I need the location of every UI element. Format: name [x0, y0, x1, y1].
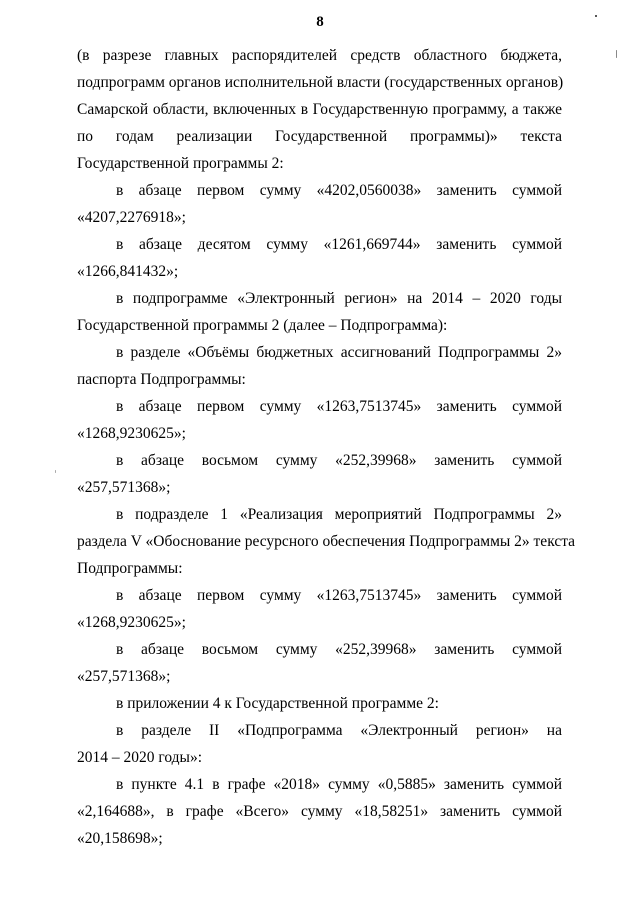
text-line: (в разрезе главных распорядителей средств областного бюджета, [77, 47, 562, 64]
text-line: «257,571368»; [77, 479, 171, 496]
text-line: Государственной программы 2 (далее – Подпрограмма): [77, 317, 448, 334]
scan-speck [595, 15, 597, 17]
text-line: в приложении 4 к Государственной программе 2: [116, 695, 439, 712]
text-line: подпрограмм органов исполнительной власти (государственных органов) [77, 74, 564, 91]
text-line: в абзаце первом сумму «1263,7513745» заменить суммой [116, 587, 562, 604]
text-line: 2014 – 2020 годы»: [77, 749, 203, 766]
text-line: в абзаце восьмом сумму «252,39968» заменить суммой [116, 641, 562, 658]
text-line: в разделе II «Подпрограмма «Электронный регион» на [116, 722, 562, 739]
text-line: «1268,9230625»; [77, 614, 186, 631]
text-line: в разделе «Объёмы бюджетных ассигнований Подпрограммы 2» [116, 344, 562, 361]
text-line: «257,571368»; [77, 668, 171, 685]
text-line: в абзаце первом сумму «1263,7513745» заменить суммой [116, 398, 562, 415]
text-line: в абзаце первом сумму «4202,0560038» заменить суммой [116, 182, 562, 199]
text-line: «1268,9230625»; [77, 425, 186, 442]
text-line: паспорта Подпрограммы: [77, 371, 246, 388]
text-line: Самарской области, включенных в Государственную программу, а также [77, 101, 562, 118]
text-line: «20,158698»; [77, 830, 163, 847]
text-line: по годам реализации Государственной программы)» текста [77, 128, 562, 145]
text-line: в подпрограмме «Электронный регион» на 2014 – 2020 годы [116, 290, 562, 307]
text-line: в абзаце восьмом сумму «252,39968» заменить суммой [116, 452, 562, 469]
text-line: в абзаце десятом сумму «1261,669744» заменить суммой [116, 236, 562, 253]
text-line: «4207,2276918»; [77, 209, 186, 226]
text-line: в подразделе 1 «Реализация мероприятий Подпрограммы 2» [116, 506, 562, 523]
scan-speck [616, 50, 617, 58]
page-number: 8 [316, 14, 324, 30]
text-line: в пункте 4.1 в графе «2018» сумму «0,5885» заменить суммой [116, 776, 562, 793]
text-line: «2,164688», в графе «Всего» сумму «18,58251» заменить суммой [77, 803, 562, 820]
text-line: Государственной программы 2: [77, 155, 284, 172]
document-body [77, 42, 576, 852]
scan-speck [55, 470, 56, 473]
text-line: Подпрограммы: [77, 560, 183, 577]
text-line: раздела V «Обоснование ресурсного обеспечения Подпрограммы 2» текста [77, 533, 576, 550]
text-line: «1266,841432»; [77, 263, 179, 280]
